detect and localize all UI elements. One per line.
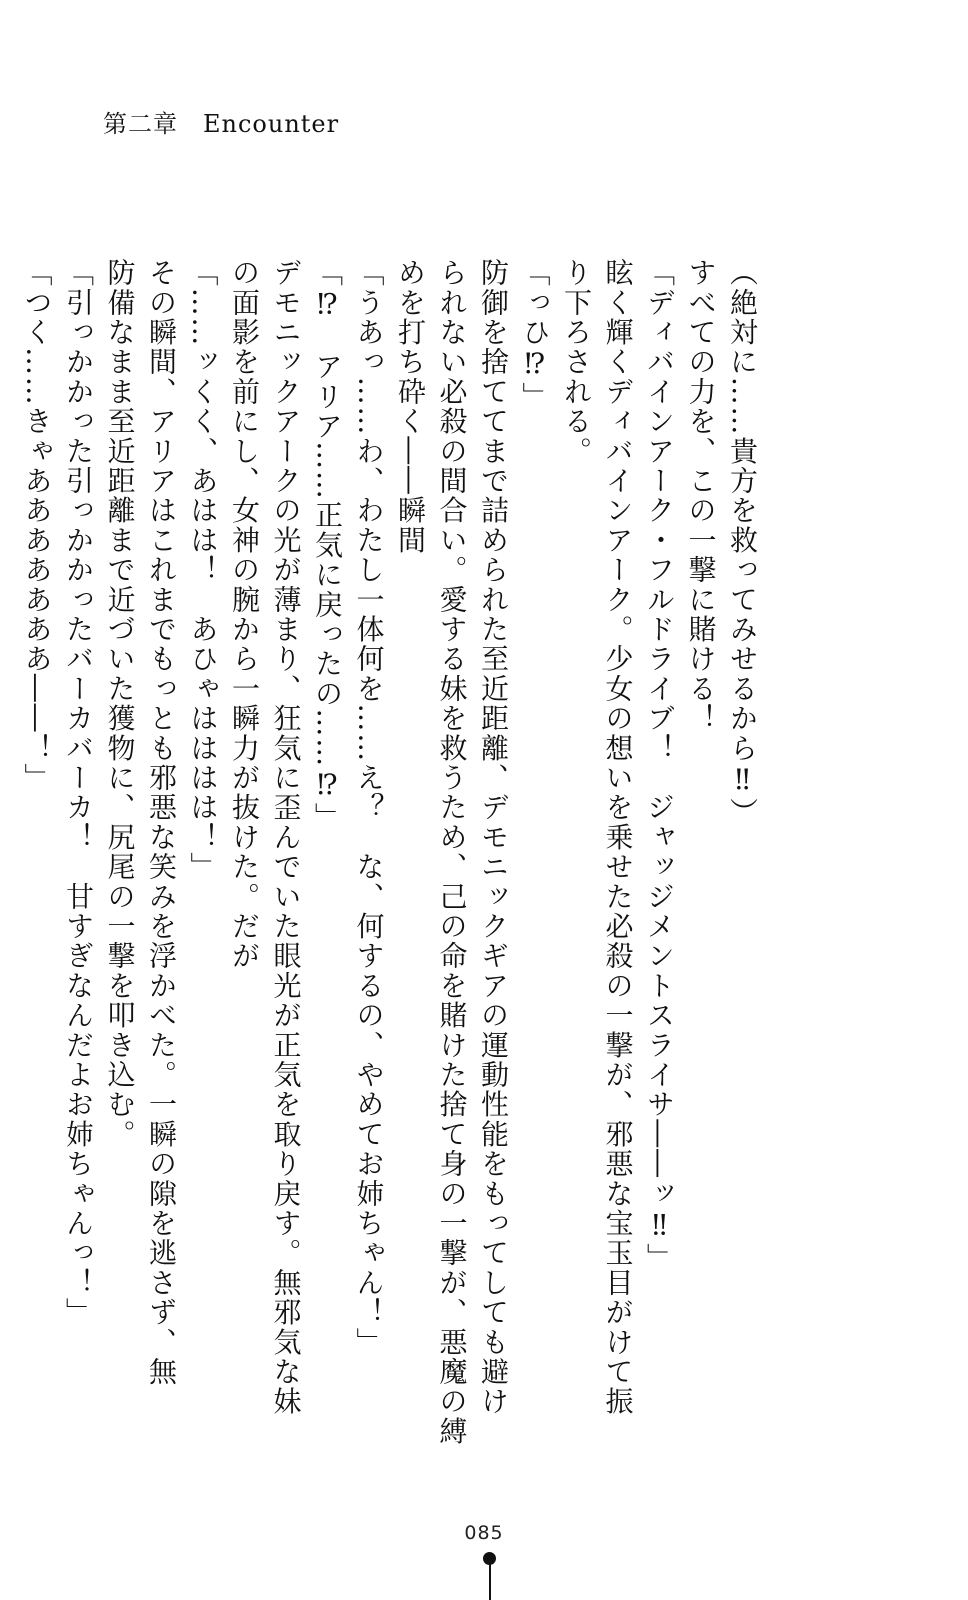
text-line: デモニックアークの光が薄まり、狂気に歪んでいた眼光が正気を取り戻す。無邪気な妹 — [269, 258, 303, 1417]
vertical-body-text — [20, 258, 763, 1446]
text-line: 「つく……きゃあああああああ――！」 — [20, 258, 54, 793]
text-line: （絶対に……貴方を救ってみせるから‼） — [726, 258, 759, 828]
text-line: 防備なまま至近距離まで近づいた獲物に、尻尾の一撃を叩き込む。 — [103, 258, 137, 1149]
text-line: すべての力を、この一撃に賭ける！ — [684, 258, 718, 734]
text-line: 「ディバインアーク・フルドライブ！ ジャッジメントスライサ――ッ‼」 — [643, 258, 676, 1273]
text-line: 「⁉ アリア……正気に戻ったの……⁉」 — [311, 258, 344, 833]
text-line: 「っひ⁉」 — [518, 258, 552, 412]
page-number: 085 — [464, 1522, 504, 1544]
text-line: り下ろされる。 — [560, 258, 593, 466]
text-line: その瞬間、アリアはこれまでもっとも邪悪な笑みを浮かべた。一瞬の隙を逃さず、無 — [145, 258, 178, 1387]
text-line: 「……ッくく、あはは！ あひゃはははは！」 — [186, 258, 220, 882]
page-marker-line — [489, 1562, 491, 1600]
text-line: 「引っかかった引っかかったバーカバーカ！ 甘すぎなんだよお姉ちゃんっ！」 — [62, 258, 95, 1328]
running-header: 第二章 Encounter — [103, 110, 340, 138]
text-line: 「うあっ……わ、わたし一体何を……え？ な、何するの、やめてお姉ちゃん！」 — [352, 258, 386, 1357]
text-line: 眩く輝くディバインアーク。少女の想いを乗せた必殺の一撃が、邪悪な宝玉目がけて振 — [601, 258, 635, 1417]
text-line: られない必殺の間合い。愛する妹を救うため、己の命を賭けた捨て身の一撃が、悪魔の縛 — [435, 258, 469, 1446]
text-line: の面影を前にし、女神の腕から一瞬力が抜けた。だが — [228, 258, 261, 971]
text-line: めを打ち砕く――瞬間 — [394, 258, 427, 555]
text-line: 防御を捨ててまで詰められた至近距離、デモニックギアの運動性能をもってしても避け — [477, 258, 510, 1417]
